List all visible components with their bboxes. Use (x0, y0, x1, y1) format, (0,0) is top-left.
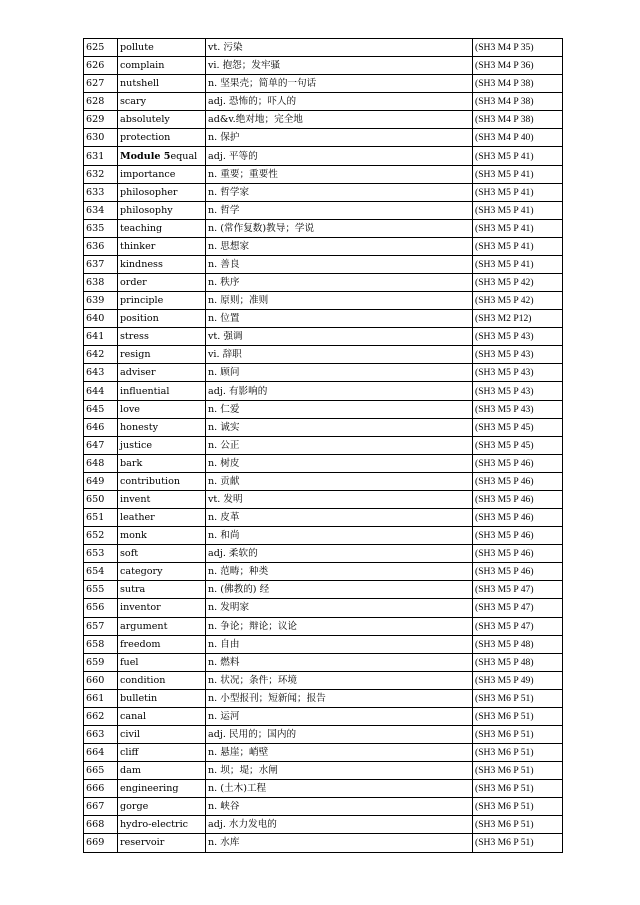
table-row (84, 237, 563, 255)
entry-definition: n. 重要；重要性 (206, 165, 473, 183)
entry-number: 636 (84, 237, 118, 255)
table-row (84, 527, 563, 545)
entry-definition: n. 皮革 (206, 509, 473, 527)
table-row (84, 39, 563, 57)
entry-definition: n. 贡献 (206, 472, 473, 490)
entry-definition: n. 顾问 (206, 364, 473, 382)
table-row (84, 707, 563, 725)
entry-word: civil (118, 725, 206, 743)
entry-word: category (118, 563, 206, 581)
entry-number: 660 (84, 671, 118, 689)
entry-reference: (SH3 M5 P 43) (473, 346, 563, 364)
entry-word: reservoir (118, 834, 206, 852)
entry-definition: n. 公正 (206, 436, 473, 454)
entry-reference: (SH3 M5 P 41) (473, 237, 563, 255)
table-row (84, 418, 563, 436)
entry-definition: n. 坝；堤；水闸 (206, 762, 473, 780)
entry-reference: (SH3 M5 P 43) (473, 328, 563, 346)
table-row (84, 653, 563, 671)
entry-reference: (SH3 M5 P 48) (473, 635, 563, 653)
entry-word: dam (118, 762, 206, 780)
table-row (84, 545, 563, 563)
entry-number: 635 (84, 219, 118, 237)
entry-word: nutshell (118, 75, 206, 93)
entry-word: resign (118, 346, 206, 364)
entry-number: 632 (84, 165, 118, 183)
entry-word: leather (118, 509, 206, 527)
entry-number: 627 (84, 75, 118, 93)
entry-definition: vi. 辞职 (206, 346, 473, 364)
table-row (84, 816, 563, 834)
table-row (84, 762, 563, 780)
entry-reference: (SH3 M6 P 51) (473, 816, 563, 834)
table-row (84, 201, 563, 219)
entry-reference: (SH3 M6 P 51) (473, 762, 563, 780)
entry-word: principle (118, 292, 206, 310)
entry-definition: n. 范畴；种类 (206, 563, 473, 581)
entry-word: absolutely (118, 111, 206, 129)
entry-reference: (SH3 M5 P 46) (473, 563, 563, 581)
entry-definition: n. 秩序 (206, 274, 473, 292)
table-row (84, 436, 563, 454)
entry-definition: n. 善良 (206, 255, 473, 273)
entry-definition: vi. 抱怨；发牢骚 (206, 57, 473, 75)
table-row (84, 292, 563, 310)
entry-word: gorge (118, 798, 206, 816)
entry-word: influential (118, 382, 206, 400)
entry-definition: n. 和尚 (206, 527, 473, 545)
table-row (84, 617, 563, 635)
entry-word: love (118, 400, 206, 418)
entry-reference: (SH3 M5 P 46) (473, 472, 563, 490)
entry-reference: (SH3 M4 P 38) (473, 93, 563, 111)
entry-word: adviser (118, 364, 206, 382)
entry-word: canal (118, 707, 206, 725)
entry-definition: n. (常作复数)教导；学说 (206, 219, 473, 237)
entry-word: kindness (118, 255, 206, 273)
entry-number: 642 (84, 346, 118, 364)
entry-reference: (SH3 M4 P 35) (473, 39, 563, 57)
entry-reference: (SH3 M5 P 41) (473, 147, 563, 165)
entry-reference: (SH3 M5 P 43) (473, 382, 563, 400)
table-row (84, 798, 563, 816)
table-row (84, 454, 563, 472)
entry-reference: (SH3 M6 P 51) (473, 725, 563, 743)
table-row (84, 328, 563, 346)
vocabulary-table-body (84, 39, 563, 853)
entry-word: scary (118, 93, 206, 111)
entry-definition: n. 自由 (206, 635, 473, 653)
entry-number: 667 (84, 798, 118, 816)
entry-word: hydro-electric (118, 816, 206, 834)
entry-definition: n. 小型报刊；短新闻；报告 (206, 689, 473, 707)
table-row (84, 129, 563, 147)
entry-word: philosophy (118, 201, 206, 219)
table-row (84, 671, 563, 689)
entry-number: 626 (84, 57, 118, 75)
entry-definition: n. 状况；条件；环境 (206, 671, 473, 689)
vocabulary-table (83, 38, 563, 853)
table-row (84, 472, 563, 490)
entry-definition: n. 争论；辩论；议论 (206, 617, 473, 635)
table-row (84, 689, 563, 707)
entry-number: 666 (84, 780, 118, 798)
table-row (84, 490, 563, 508)
entry-number: 634 (84, 201, 118, 219)
entry-word: complain (118, 57, 206, 75)
entry-definition: n. 峡谷 (206, 798, 473, 816)
entry-reference: (SH3 M5 P 47) (473, 581, 563, 599)
entry-word: monk (118, 527, 206, 545)
table-row (84, 563, 563, 581)
entry-reference: (SH3 M4 P 40) (473, 129, 563, 147)
entry-number: 663 (84, 725, 118, 743)
entry-number: 655 (84, 581, 118, 599)
entry-definition: n. 保护 (206, 129, 473, 147)
entry-reference: (SH3 M6 P 51) (473, 707, 563, 725)
entry-number: 659 (84, 653, 118, 671)
entry-number: 653 (84, 545, 118, 563)
entry-reference: (SH3 M4 P 38) (473, 111, 563, 129)
entry-reference: (SH3 M5 P 43) (473, 364, 563, 382)
entry-number: 651 (84, 509, 118, 527)
entry-word: order (118, 274, 206, 292)
entry-number: 654 (84, 563, 118, 581)
entry-reference: (SH3 M2 P12) (473, 310, 563, 328)
entry-word: freedom (118, 635, 206, 653)
entry-reference: (SH3 M5 P 42) (473, 292, 563, 310)
table-row (84, 274, 563, 292)
entry-definition: n. 水库 (206, 834, 473, 852)
entry-number: 657 (84, 617, 118, 635)
entry-number: 625 (84, 39, 118, 57)
table-row (84, 834, 563, 852)
entry-reference: (SH3 M5 P 46) (473, 527, 563, 545)
entry-number: 630 (84, 129, 118, 147)
entry-number: 649 (84, 472, 118, 490)
entry-number: 664 (84, 744, 118, 762)
entry-definition: n. 燃料 (206, 653, 473, 671)
entry-number: 638 (84, 274, 118, 292)
entry-definition: adj. 水力发电的 (206, 816, 473, 834)
entry-number: 662 (84, 707, 118, 725)
entry-word: thinker (118, 237, 206, 255)
entry-definition: n. 思想家 (206, 237, 473, 255)
entry-word: teaching (118, 219, 206, 237)
module-label: Module 5 (120, 150, 171, 162)
entry-word (118, 147, 206, 165)
entry-word: protection (118, 129, 206, 147)
entry-definition: n. 发明家 (206, 599, 473, 617)
entry-number: 650 (84, 490, 118, 508)
entry-word: engineering (118, 780, 206, 798)
table-row (84, 310, 563, 328)
entry-definition: n. 运河 (206, 707, 473, 725)
entry-number: 661 (84, 689, 118, 707)
entry-reference: (SH3 M4 P 38) (473, 75, 563, 93)
entry-word: cliff (118, 744, 206, 762)
entry-word: condition (118, 671, 206, 689)
table-row (84, 599, 563, 617)
entry-reference: (SH3 M5 P 43) (473, 400, 563, 418)
entry-reference: (SH3 M5 P 41) (473, 183, 563, 201)
entry-word: argument (118, 617, 206, 635)
table-row (84, 400, 563, 418)
entry-number: 669 (84, 834, 118, 852)
entry-word: bark (118, 454, 206, 472)
entry-reference: (SH3 M5 P 46) (473, 454, 563, 472)
entry-word: justice (118, 436, 206, 454)
entry-number: 643 (84, 364, 118, 382)
entry-word: sutra (118, 581, 206, 599)
entry-reference: (SH3 M5 P 47) (473, 617, 563, 635)
table-row (84, 57, 563, 75)
entry-word: fuel (118, 653, 206, 671)
table-row (84, 780, 563, 798)
entry-number: 633 (84, 183, 118, 201)
entry-number: 652 (84, 527, 118, 545)
table-row (84, 635, 563, 653)
entry-number: 668 (84, 816, 118, 834)
entry-word: inventor (118, 599, 206, 617)
entry-number: 628 (84, 93, 118, 111)
table-row (84, 183, 563, 201)
entry-word: soft (118, 545, 206, 563)
word-text: equal (170, 150, 198, 162)
entry-reference: (SH3 M5 P 46) (473, 545, 563, 563)
table-row (84, 93, 563, 111)
entry-number: 648 (84, 454, 118, 472)
entry-definition: adj. 有影响的 (206, 382, 473, 400)
entry-word: position (118, 310, 206, 328)
entry-definition: n. (佛教的) 经 (206, 581, 473, 599)
entry-definition: n. 诚实 (206, 418, 473, 436)
entry-definition: n. 悬崖；峭壁 (206, 744, 473, 762)
table-row (84, 509, 563, 527)
entry-definition: adj. 恐怖的；吓人的 (206, 93, 473, 111)
entry-reference: (SH3 M5 P 42) (473, 274, 563, 292)
entry-word: bulletin (118, 689, 206, 707)
table-row (84, 744, 563, 762)
entry-reference: (SH3 M6 P 51) (473, 744, 563, 762)
entry-definition: n. 位置 (206, 310, 473, 328)
entry-number: 656 (84, 599, 118, 617)
entry-definition: vt. 强调 (206, 328, 473, 346)
entry-reference: (SH3 M6 P 51) (473, 834, 563, 852)
table-row (84, 581, 563, 599)
entry-word: honesty (118, 418, 206, 436)
entry-reference: (SH3 M5 P 41) (473, 165, 563, 183)
entry-reference: (SH3 M5 P 45) (473, 436, 563, 454)
entry-reference: (SH3 M5 P 46) (473, 509, 563, 527)
entry-number: 629 (84, 111, 118, 129)
entry-number: 646 (84, 418, 118, 436)
entry-number: 665 (84, 762, 118, 780)
entry-number: 637 (84, 255, 118, 273)
table-row (84, 75, 563, 93)
entry-number: 647 (84, 436, 118, 454)
entry-definition: ad&v.绝对地；完全地 (206, 111, 473, 129)
entry-definition: n. 原则；准则 (206, 292, 473, 310)
entry-definition: n. 哲学 (206, 201, 473, 219)
table-row (84, 219, 563, 237)
table-row (84, 147, 563, 165)
entry-number: 645 (84, 400, 118, 418)
entry-reference: (SH3 M5 P 48) (473, 653, 563, 671)
entry-definition: n. 哲学家 (206, 183, 473, 201)
entry-definition: n. 坚果壳；简单的一句话 (206, 75, 473, 93)
table-row (84, 165, 563, 183)
table-row (84, 382, 563, 400)
entry-number: 631 (84, 147, 118, 165)
entry-definition: adj. 平等的 (206, 147, 473, 165)
entry-reference: (SH3 M5 P 49) (473, 671, 563, 689)
entry-number: 640 (84, 310, 118, 328)
entry-number: 639 (84, 292, 118, 310)
entry-word: stress (118, 328, 206, 346)
entry-definition: vt. 污染 (206, 39, 473, 57)
entry-reference: (SH3 M6 P 51) (473, 798, 563, 816)
entry-word: importance (118, 165, 206, 183)
entry-word: pollute (118, 39, 206, 57)
table-row (84, 255, 563, 273)
entry-definition: n. 仁爱 (206, 400, 473, 418)
entry-reference: (SH3 M6 P 51) (473, 780, 563, 798)
entry-definition: vt. 发明 (206, 490, 473, 508)
entry-number: 644 (84, 382, 118, 400)
entry-reference: (SH3 M6 P 51) (473, 689, 563, 707)
entry-number: 641 (84, 328, 118, 346)
entry-reference: (SH3 M4 P 36) (473, 57, 563, 75)
table-row (84, 111, 563, 129)
entry-definition: adj. 民用的；国内的 (206, 725, 473, 743)
table-row (84, 346, 563, 364)
entry-reference: (SH3 M5 P 47) (473, 599, 563, 617)
entry-word: invent (118, 490, 206, 508)
table-row (84, 725, 563, 743)
entry-number: 658 (84, 635, 118, 653)
entry-reference: (SH3 M5 P 41) (473, 255, 563, 273)
entry-reference: (SH3 M5 P 41) (473, 219, 563, 237)
table-row (84, 364, 563, 382)
entry-definition: n. (土木)工程 (206, 780, 473, 798)
entry-definition: adj. 柔软的 (206, 545, 473, 563)
entry-reference: (SH3 M5 P 46) (473, 490, 563, 508)
entry-word: philosopher (118, 183, 206, 201)
entry-reference: (SH3 M5 P 41) (473, 201, 563, 219)
entry-word: contribution (118, 472, 206, 490)
entry-reference: (SH3 M5 P 45) (473, 418, 563, 436)
entry-definition: n. 树皮 (206, 454, 473, 472)
